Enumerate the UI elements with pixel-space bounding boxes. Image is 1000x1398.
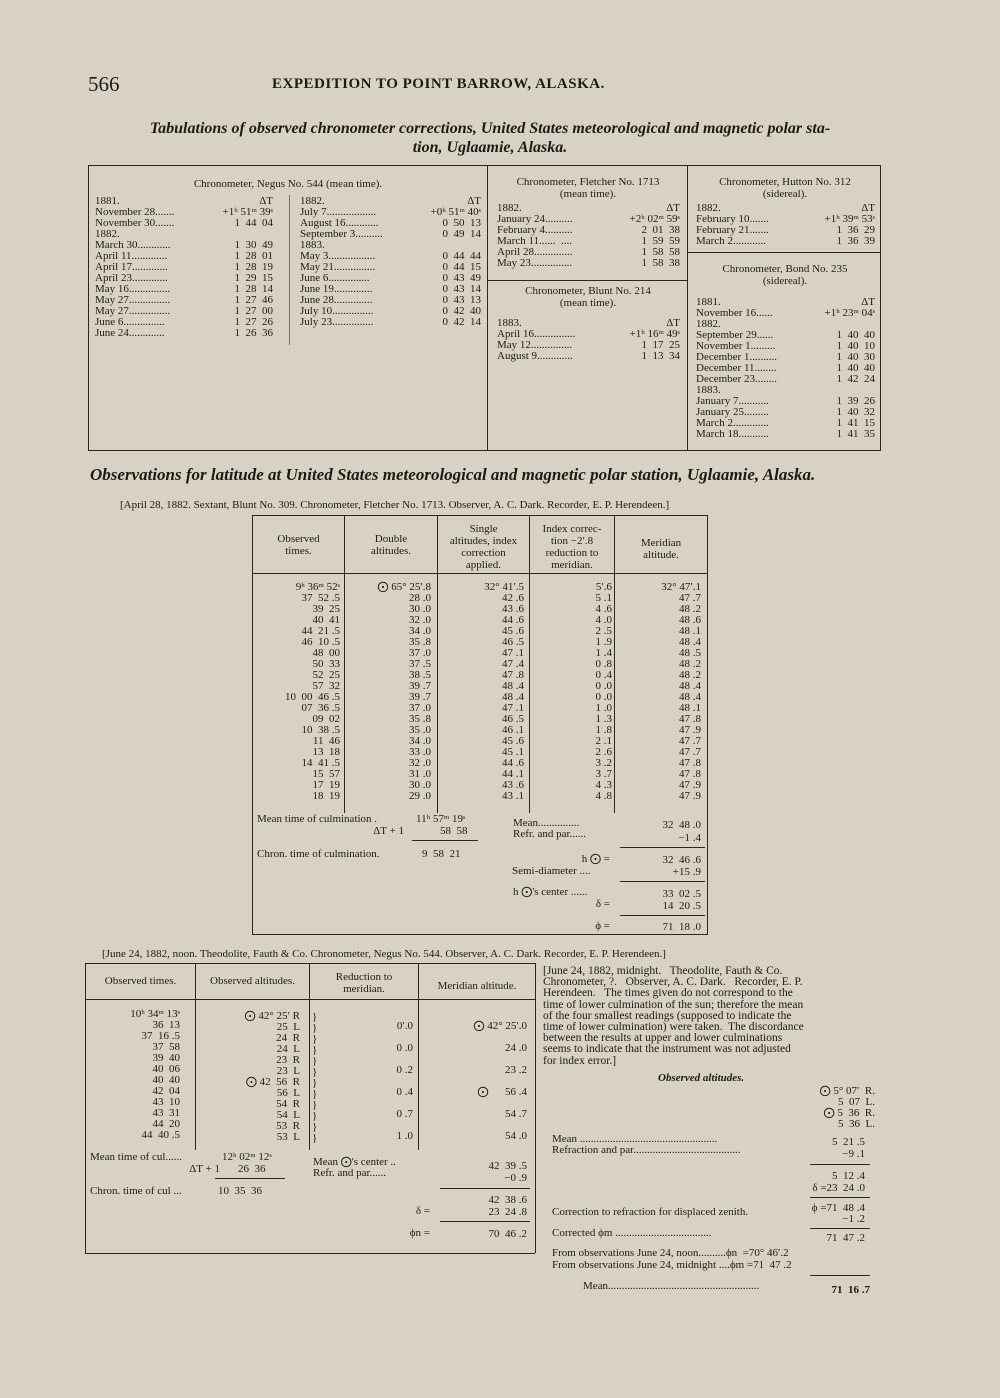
april-mean-culmination-value: 11ʰ 57ᵐ 19ˢ [416,813,466,825]
june-midnight-corrected-label: Corrected ϕm ................................... [552,1227,712,1239]
june-noon-sun-center-value: 42 39 .5 [488,1160,527,1172]
june-noon-reduction-column: 0′.0 0 .0 0 .2 0 .4 0 .7 1 .0 [396,1020,413,1142]
june-noon-mean-culmination-label: Mean time of cul...... [90,1151,182,1163]
april-header-index-correction: Index correc- tion −2′.8 reduction to meridian. [542,523,602,571]
june-midnight-from-noon: From observations June 24, noon..........ϕn =70° 46′.2 [552,1247,789,1259]
june-noon-delta-value: 23 24 .8 [488,1206,527,1218]
june-midnight-mean-value: 5 21 .5 [832,1136,865,1148]
june-midnight-correction-label: Correction to refraction for displaced zenith. [552,1206,749,1218]
april-semi-diameter-value: +15 .9 [672,866,701,878]
tabulations-caption-line-1: Tabulations of observed chronometer corrections, United States meteorological and magnetic polar sta- [149,120,831,137]
april-header-observed-times: Observed times. [277,533,320,557]
june-midnight-delta: δ =23 24 .0 [812,1182,865,1194]
june-noon-altitudes-column: ⨀ 42° 25′ R 25 L 24 R 24 L 23 R 23 L ⨀ 42 56 R 56 L 54 R 54 L 53 R 53 L [244,1010,300,1143]
june-midnight-from-midnight: From observations June 24, midnight ....ϕm =71 47 .2 [552,1259,792,1271]
june-noon-phi-label: ϕn = [409,1227,430,1239]
june-noon-chron-culmination-value: 10 35 36 [218,1185,262,1197]
bond-dates: 1881. November 16...... 1882. September 29...... November 1......... December 1.......... December 11........ December 23........ 1883. January 7........... January 25......... March 2............. March 18........... [696,296,777,440]
april-h-sun-label: h ⨀ = [581,853,610,865]
april-semi-diameter-label: Semi-diameter .... [512,865,591,877]
june-noon-chron-culmination-label: Chron. time of cul ... [90,1185,182,1197]
june-noon-sum-value: 42 38 .6 [488,1194,527,1206]
june-noon-header-meridian-altitude: Meridian altitude. [437,980,517,992]
blunt-dates: 1883. April 16............... May 12............... August 9............. [497,317,576,362]
april-single-column: 32° 41′.5 42 .6 43 .6 44 .6 45 .6 46 .5 47 .1 47 .4 47 .8 48 .4 48 .4 47 .1 46 .5 46 .1 45 .6 45 .1 44 .6 44 .1 43 .6 43 .1 [484,581,524,802]
april-sun-center-label: h ⨀'s center ...... [513,886,588,898]
fletcher-title: Chronometer, Fletcher No. 1713 (mean time). [516,176,660,200]
hutton-values: ΔT +1ʰ 39ᵐ 53ˢ 1 36 29 1 36 39 [824,202,875,247]
june-noon-header-reduction: Reduction to meridian. [335,971,393,995]
june-midnight-observed-title: Observed altitudes. [658,1072,745,1084]
running-title: EXPEDITION TO POINT BARROW, ALASKA. [272,76,605,92]
negus-values-left: ΔT +1ʰ 51ᵐ 39ˢ 1 44 04 1 30 49 1 28 01 1 28 19 1 29 15 1 28 14 1 27 46 1 27 00 1 27 26 1 26 36 [222,195,273,339]
june-noon-times-column: 10ʰ 34ᵐ 13ˢ 36 13 37 16 .5 37 58 39 40 40 06 40 40 42 04 43 10 43 31 44 20 44 40 .5 [130,1008,180,1141]
june-noon-phi-value: 70 46 .2 [488,1228,527,1240]
june-noon-refraction-value: −0 .9 [504,1172,527,1184]
april-chron-culmination-value: 9 58 21 [422,848,461,860]
tabulations-caption-line-2: tion, Uglaamie, Alaska. [412,139,568,156]
june-midnight-refraction-value: −9 .1 [842,1148,865,1160]
hutton-dates: 1882. February 10....... February 21....... March 2............ [696,202,769,247]
june-noon-header-observed-altitudes: Observed altitudes. [210,975,295,987]
june-noon-delta-t-value: 26 36 [238,1163,266,1175]
june-noon-refraction-label: Refr. and par...... [313,1167,387,1179]
april-header-double-altitudes: Double altitudes. [370,533,412,557]
april-mean-label: Mean............... [513,817,580,829]
june-midnight-observed-altitudes: ⨀ 5° 07′ R. 5 07 L. ⨀ 5 36 R. 5 36 L. [819,1085,875,1130]
june-midnight-subtotal-value: 5 12 .4 [832,1170,865,1182]
june-midnight-correction-value: −1 .2 [842,1213,865,1225]
june-noon-brace-marks: } } } } } } } } } } } } [312,1011,318,1144]
april-phi-label: ϕ = [595,920,610,932]
april-delta-t-value: 58 58 [440,825,468,837]
april-header-single-altitudes: Single altitudes, index correction applied. [449,523,518,571]
negus-values-right: ΔT +0ʰ 51ᵐ 40ˢ 0 50 13 0 49 14 0 44 44 0 44 15 0 43 49 0 43 14 0 43 13 0 42 40 0 42 14 [430,195,481,328]
april-delta-value: 14 20 .5 [662,900,701,912]
april-phi-value: 71 18 .0 [662,921,701,933]
tabulations-caption [80,119,900,157]
june-noon-meridian-column: ⨀ 42° 25′.0 24 .0 23 .2 ⨀ 56 .4 54 .7 54 .0 [473,1020,527,1142]
april-delta-t-label: ΔT + 1 [373,825,404,837]
june-midnight-final-mean-label: Mean....................................................... [583,1280,760,1292]
june-midnight-mean-label: Mean .................................................. [552,1133,718,1145]
june-midnight-final-mean-value: 71 16 .7 [831,1284,870,1296]
june-noon-meta: [June 24, 1882, noon. Theodolite, Fauth & Co. Chronometer, Negus No. 544. Observer, A. C. Dark. Recorder, E. P. Herendeen.] [102,948,666,960]
negus-dates-right: 1882. July 7.................. August 16............ September 3.......... 1883. May 3................. May 21............... June 6............... June 19.............. June 28.............. July 10............... July 23............... [300,195,383,328]
fletcher-values: ΔT +2ʰ 02ᵐ 59ˢ 2 01 38 1 59 59 1 58 58 1 58 38 [629,202,680,269]
april-refraction-value: −1 .4 [678,832,701,844]
june-noon-delta-label: δ = [415,1205,430,1217]
april-h-sun-value: 32 46 .6 [662,854,701,866]
april-mean-value: 32 48 .0 [662,819,701,831]
june-midnight-note: [June 24, 1882, midnight. Theodolite, Fauth & Co. Chronometer, ?. Observer, A. C. Dark. Recorder, E. P. Herendeen. The times given do not correspond to the time of lower culmination of the sun; therefore the mean of the four smallest readings (supposed to indicate the time of lower culmination) were taken. The discordance between the results at upper and lower culminations seems to indicate that the instrument was not adjusted for index error.] [543,965,804,1067]
april-header-meridian-altitude: Meridian altitude. [640,537,682,561]
negus-title: Chronometer, Negus No. 544 (mean time). [193,178,383,190]
blunt-values: ΔT +1ʰ 16ᵐ 49ˢ 1 17 25 1 13 34 [629,317,680,362]
april-double-column: ⨀ 65° 25′.8 28 .0 30 .0 32 .0 34 .0 35 .8 37 .0 37 .5 38 .5 39 .7 39 .7 37 .0 35 .8 35 .0 34 .0 33 .0 32 .0 31 .0 30 .0 29 .0 [377,581,431,802]
bond-title: Chronometer, Bond No. 235 (sidereal). [722,263,848,287]
hutton-title: Chronometer, Hutton No. 312 (sidereal). [719,176,851,200]
june-midnight-refraction-label: Refraction and par....................................... [552,1144,741,1156]
june-noon-sun-center-label: Mean ⨀'s center .. [313,1156,396,1168]
page-number: 566 [88,72,120,96]
latitude-caption: Observations for latitude at United States meteorological and magnetic polar station, Uglaamie, Alaska. [90,465,816,484]
april-delta-label: δ = [595,898,610,910]
blunt-title: Chronometer, Blunt No. 214 (mean time). [525,285,651,309]
april-times-column: 9ʰ 36ᵐ 52ˢ 37 52 .5 39 25 40 41 44 21 .5 46 10 .5 48 00 50 33 52 25 57 32 10 00 46 .5 07 36 .5 09 02 10 38 .5 11 46 13 18 14 41 .5 15 57 17 19 18 19 [285,581,340,802]
june-noon-header-observed-times: Observed times. [104,975,177,987]
june-noon-delta-t-label: ΔT + 1 [189,1163,220,1175]
april-meta: [April 28, 1882. Sextant, Blunt No. 309. Chronometer, Fletcher No. 1713. Observer, A. C. Dark. Recorder, E. P. Herendeen.] [120,499,670,511]
april-chron-culmination-label: Chron. time of culmination. [257,848,380,860]
april-index-column: 5′.6 5 .1 4 .6 4 .0 2 .5 1 .9 1 .4 0 .8 0 .4 0 .0 0 .0 1 .0 1 .3 1 .8 2 .1 2 .6 3 .2 3 .7 4 .3 4 .8 [595,581,612,802]
fletcher-dates: 1882. January 24.......... February 4.......... March 11...... .... April 28.............. May 23............... [497,202,573,269]
june-noon-mean-culmination-value: 12ʰ 02ᵐ 12ˢ [222,1151,272,1163]
june-midnight-phi: ϕ =71 48 .4 [811,1202,865,1214]
bond-values: ΔT +1ʰ 23ᵐ 04ˢ 1 40 40 1 40 10 1 40 30 1 40 40 1 42 24 1 39 26 1 40 32 1 41 15 1 41 35 [824,296,875,440]
june-midnight-corrected-value: 71 47 .2 [826,1232,865,1244]
april-refraction-label: Refr. and par...... [513,828,587,840]
april-mean-culmination-label: Mean time of culmination . [257,813,378,825]
negus-dates-left: 1881. November 28....... November 30....... 1882. March 30............ April 11............. April 17............. April 23............. May 16............... May 27............... May 27............... June 6............... June 24............. [95,195,175,339]
april-sun-center-value: 33 02 .5 [662,888,701,900]
april-meridian-column: 32° 47′.1 47 .7 48 .2 48 .6 48 .1 48 .4 48 .5 48 .2 48 .2 48 .4 48 .4 48 .1 47 .8 47 .9 47 .7 47 .7 47 .8 47 .8 47 .9 47 .9 [661,581,701,802]
